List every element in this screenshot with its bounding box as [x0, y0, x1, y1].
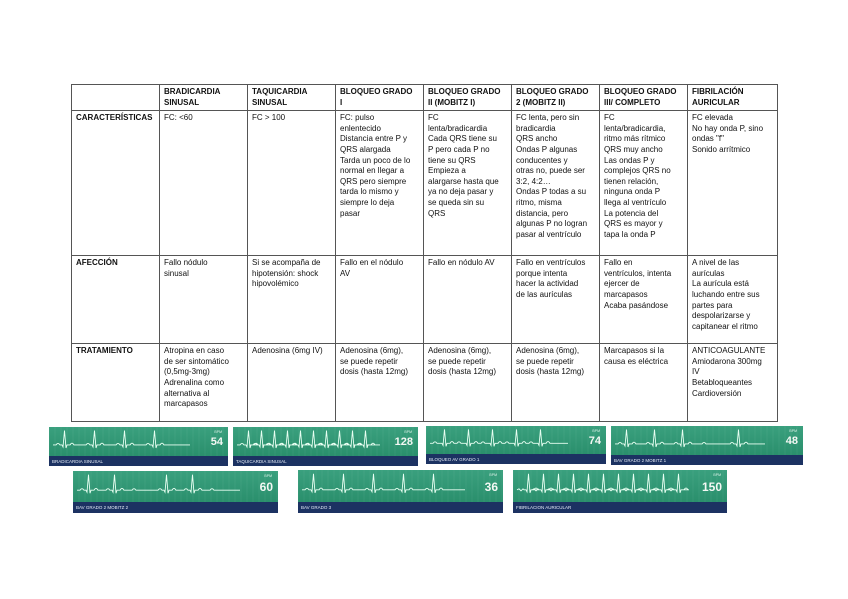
table-cell: Atropina en caso de ser sintomático (0,5mg-3mg) Adrenalina como alternativa al marcapasos — [160, 344, 248, 422]
table-cell: FC > 100 — [248, 111, 336, 256]
row-label: CARACTERÍSTICAS — [72, 111, 160, 256]
ecg-monitor-strip — [233, 427, 418, 466]
table-header-row — [72, 85, 778, 111]
header-cell: BLOQUEO GRADO II (MOBITZ I) — [424, 85, 512, 111]
table-cell: FC: <60 — [160, 111, 248, 256]
heart-rate-value: 36 — [484, 480, 498, 494]
ecg-trace — [426, 426, 606, 454]
heart-rate-label: BPM — [264, 474, 272, 478]
ecg-trace — [611, 426, 803, 455]
ecg-monitor-strip — [611, 426, 803, 465]
table-cell: FC lenta/bradicardia, ritmo más rítmico QRS muy ancho Las ondas P y complejos QRS no tienen relación, ninguna onda P llega al ventrículo La potencia del QRS es mayor y tapa la onda P — [600, 111, 688, 256]
monitor-caption: BAV GRADO 2 MOBITZ 2 — [73, 502, 278, 513]
heart-rate-value: 60 — [259, 480, 273, 494]
ecg-monitor-strip — [426, 426, 606, 464]
monitor-caption: BLOQUEO AV GRADO 1 — [426, 454, 606, 464]
row-label: TRATAMIENTO — [72, 344, 160, 422]
heart-rate-value: 48 — [785, 435, 798, 447]
header-cell: TAQUICARDIA SINUSAL — [248, 85, 336, 111]
table-cell: Fallo nódulo sinusal — [160, 256, 248, 344]
monitor-caption: TAQUICARDIA SINUSAL — [233, 456, 418, 466]
heart-rate-label: BPM — [592, 429, 600, 433]
ecg-trace — [233, 427, 418, 456]
table-cell: Adenosina (6mg), se puede repetir dosis (hasta 12mg) — [512, 344, 600, 422]
table-cell: Marcapasos si la causa es eléctrica — [600, 344, 688, 422]
table-cell: FC: pulso enlentecido Distancia entre P y QRS alargada Tarda un poco de lo normal en llegar a QRS pero siempre tarda lo mismo y siempre lo deja pasar — [336, 111, 424, 256]
table-cell: Adenosina (6mg), se puede repetir dosis (hasta 12mg) — [336, 344, 424, 422]
ecg-trace-line — [302, 474, 465, 493]
header-cell-empty — [72, 85, 160, 111]
table-row — [72, 256, 778, 344]
table-row — [72, 344, 778, 422]
ecg-monitor-strip — [513, 470, 727, 513]
header-cell: BRADICARDIA SINUSAL — [160, 85, 248, 111]
table-cell: Adenosina (6mg IV) — [248, 344, 336, 422]
monitor-caption: FIBRILACION AURICULAR — [513, 502, 727, 513]
heart-rate-label: BPM — [214, 430, 222, 434]
ecg-monitor-strip — [298, 470, 503, 513]
ecg-trace — [298, 470, 503, 502]
table-cell: Fallo en ventrículos, intenta ejercer de marcapasos Acaba pasándose — [600, 256, 688, 344]
ecg-trace — [73, 471, 278, 502]
monitor-caption: BAV GRADO 3 — [298, 502, 503, 513]
header-cell: BLOQUEO GRADO 2 (MOBITZ II) — [512, 85, 600, 111]
ecg-trace-line — [237, 430, 380, 448]
ecg-monitor-strip — [49, 427, 228, 466]
table-cell: FC elevada No hay onda P, sino ondas "f" Sonido arrítmico — [688, 111, 778, 256]
table-cell: Fallo en el nódulo AV — [336, 256, 424, 344]
heart-rate-label: BPM — [713, 473, 721, 477]
ecg-trace — [49, 427, 228, 456]
ecg-trace-line — [77, 475, 240, 494]
header-cell: BLOQUEO GRADO III/ COMPLETO — [600, 85, 688, 111]
ecg-trace — [513, 470, 727, 502]
row-label: AFECCIÓN — [72, 256, 160, 344]
table-cell: Fallo en nódulo AV — [424, 256, 512, 344]
heart-rate-value: 128 — [394, 436, 413, 448]
ecg-monitor-strip — [73, 471, 278, 513]
heart-rate-label: BPM — [789, 429, 797, 433]
heart-rate-value: 54 — [210, 436, 223, 448]
ecg-trace-line — [53, 430, 190, 448]
table-cell: A nivel de las aurículas La aurícula está luchando entre sus partes para despolarizarse y capitanear el ritmo — [688, 256, 778, 344]
header-cell: BLOQUEO GRADO I — [336, 85, 424, 111]
heart-rate-label: BPM — [404, 430, 412, 434]
table-cell: Adenosina (6mg), se puede repetir dosis (hasta 12mg) — [424, 344, 512, 422]
monitor-caption: BAV GRADO 2 MOBITZ 1 — [611, 455, 803, 465]
heart-rate-value: 150 — [701, 480, 722, 494]
table-row — [72, 111, 778, 256]
ecg-trace-line — [430, 429, 568, 446]
table-cell: FC lenta, pero sin bradicardia QRS ancho Ondas P algunas conducentes y otras no, puede ser 3:2, 4:2… Ondas P todas a su ritmo, misma distancia, pero algunas P no logran pasar al ventrículo — [512, 111, 600, 256]
heart-rate-value: 74 — [588, 435, 601, 447]
ecg-trace-line — [615, 429, 765, 447]
table-cell: Fallo en ventrículos porque intenta hacer la actividad de las aurículas — [512, 256, 600, 344]
table-cell: ANTICOAGULANTE Amiodarona 300mg IV Betabloqueantes Cardioversión — [688, 344, 778, 422]
header-cell: FIBRILACIÓN AURICULAR — [688, 85, 778, 111]
table-cell: FC lenta/bradicardia Cada QRS tiene su P pero cada P no tiene su QRS Empieza a alargarse hasta que ya no deja pasar y se queda sin su QRS — [424, 111, 512, 256]
monitor-caption: BRADICARDIA SINUSAL — [49, 456, 228, 466]
table-cell: Si se acompaña de hipotensión: shock hipovolémico — [248, 256, 336, 344]
arrhythmia-table — [71, 84, 778, 422]
heart-rate-label: BPM — [489, 473, 497, 477]
